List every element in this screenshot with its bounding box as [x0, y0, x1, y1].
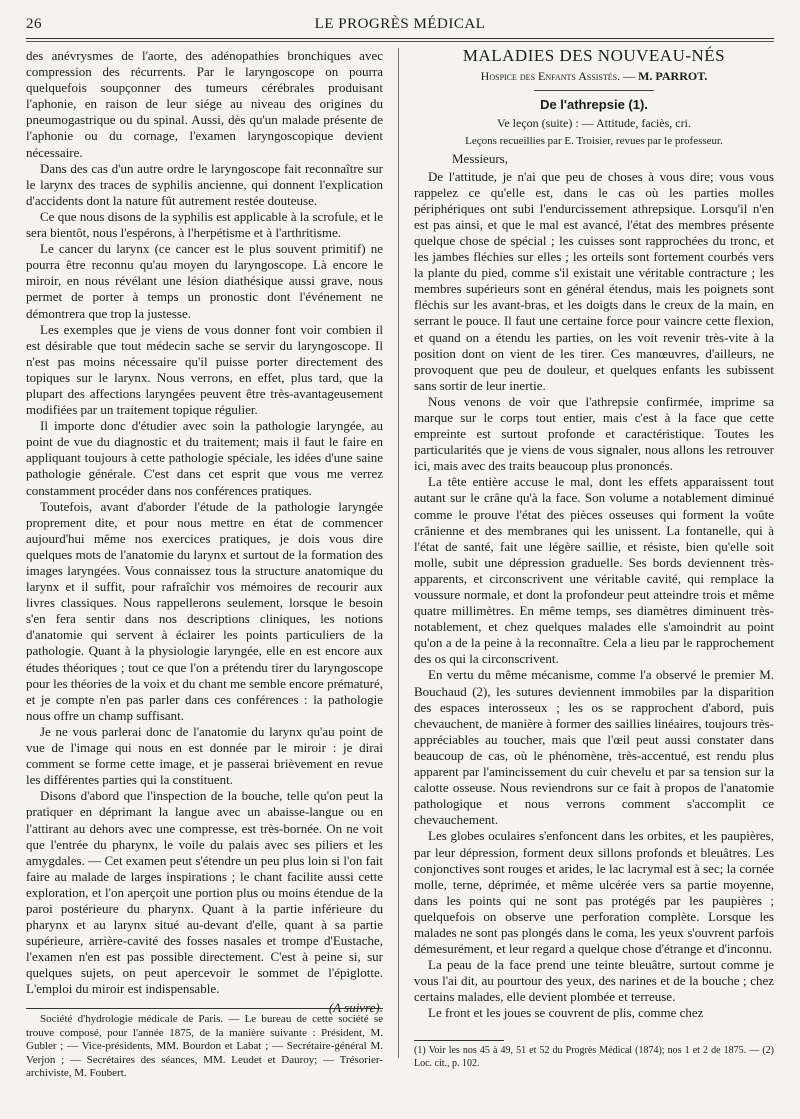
- paragraph: Les exemples que je viens de vous donner font voir combien il est désirable que tout médecin sache se servir du laryngoscope. Il n'est pas moins nécessaire qu'il puisse porter directement des topiques sur le larynx. Nous verrons, en effet, plus tard, que la plupart des affections laryngées peuvent être très-avantageusement modifiées par un traitement topique régulier.: [26, 321, 383, 418]
- paragraph: La tête entière accuse le mal, dont les effets apparaissent tout autant sur le crâne qu'à la face. Son volume a notablement diminué comme le prouve l'état des pièces osseuses qui forment la voûte crânienne et des membranes qui les unissent. La fontanelle, qui à l'état de santé, fait une légère saillie, et résiste, bien qu'elle soit molle, subit une dépression graduelle. Ses bords deviennent très-apparents, et circonscrivent une véritable cavité, qui remplace la voussure normale, et dont la profondeur peut atteindre trois et même quatre millimètres. En même temps, ses diamètres diminuent très-notablement, et chez quelques malades elle s'amoindrit au point qu'on a de la peine à la reconnaître. Cela a lieu par le rapprochement des os qui la circonscrivent.: [414, 474, 774, 667]
- section-title: MALADIES DES NOUVEAU-NÉS: [462, 46, 726, 65]
- institution: Hospice des Enfants Assistés. —: [480, 69, 636, 84]
- paragraph: Nous venons de voir que l'athrepsie confirmée, imprime sa marque sur le corps tout entier, mais c'est à la face que cette empreinte est surtout profonde et caractéristique. Toutes les particularités que je viens de vous signaler, nous allons les retrouver ici, mais avec des traits beaucoup plus prononcés.: [414, 393, 774, 474]
- author: M. PARROT.: [638, 69, 708, 84]
- right-column: [414, 46, 774, 1021]
- paragraph: De l'attitude, je n'ai que peu de choses à vous dire; vous vous rappelez ce qu'elle est, dans le cas où les parties molles périphériques ont subi l'endurcissement athrepsique. Lorsqu'il n'en est pas ainsi, et que le mal est avancé, l'état des membres présente quelque chose de spécial ; les cuisses sont rapprochées du tronc, et les jambes fléchies sur elles ; les orteils sont fortement courbés vers la plante du pied, comme s'il existait une véritable contracture ; les membres supérieurs sont en général étendus, mais les poignets sont fléchis sur les avant-bras, et les doigts dans le creux de la main, en serrant le pouce. Il faut une certaine force pour vaincre cette flexion, et quand on a étendu les parties, on les voit revenir très-vite à la position dont on vient de les tirer. Ces manœuvres, d'ailleurs, ne provoquent que peu de douleur, et quelques enfants les subissent sans sortir de leur inertie.: [414, 168, 774, 393]
- left-footnote: [26, 1003, 383, 1081]
- right-footnote: [414, 1040, 774, 1070]
- society-notice: Société d'hydrologie médicale de Paris. — Le bureau de cette société se trouve composé, pour l'année 1875, de la manière suivante : Président, M. Gubler ; — Vice-présidents, MM. Bourdon et Labat ; — Secrétaire-général M. Verjon ; — Secrétaires des séances, MM. Leudet et Dauroy; — Trésorier-archiviste, M. Foubert.: [26, 1013, 383, 1079]
- paragraph: des anévrysmes de l'aorte, des adénopathies bronchiques avec compression des récurrents. Par le laryngoscope on pourra quelquefois soupçonner des tumeurs cérébrales produisant l'aphonie, en raison de leur siége au niveau des origines du pneumogastrique ou du spinal. Aussi, dès qu'un malade présente de l'aphonie ou du cornage, l'examen laryngoscopique devient nécessaire.: [26, 48, 383, 160]
- paragraph: La peau de la face prend une teinte bleuâtre, surtout comme je vous l'ai dit, au pourtour des yeux, des narines et de la bouche ; chez certains malades, elle devient plombée et terreuse.: [414, 957, 774, 1005]
- paragraph: Dans des cas d'un autre ordre le laryngoscope fait reconnaître sur le larynx des traces de syphilis ancienne, qui donnent l'explication d'accidents dont la nature fût autrement restée douteuse.: [26, 160, 383, 208]
- footnote-text: (1) Voir les nos 45 à 49, 51 et 52 du Progrès Médical (1874); nos 1 et 2 de 1875. — (2) Loc. cit., p. 102.: [414, 1045, 774, 1069]
- footnote-rule: [26, 1008, 383, 1009]
- lesson-credit: Leçons recueillies par E. Troisier, revues par le professeur.: [465, 135, 723, 148]
- paragraph: Disons d'abord que l'inspection de la bouche, telle qu'on peut la pratiquer en déprimant la langue avec un abaisse-langue ou en l'attirant au dehors avec une compresse, est très-bornée. On ne voit que l'entrée du pharynx, le voile du palais avec ses piliers et les amygdales. — Cet examen peut s'étendre un peu plus loin si l'on fait faire au malade de larges inspirations ; le chant facilite aussi cette exploration, et l'on aperçoit une portion plus ou moins étendue de la paroi postérieure du pharynx. Quant à la partie inférieure du pharynx et au larynx situé au-devant d'elle, quant à sa partie supérieure, arrière-cavité des fosses nasales et trompe d'Eustache, l'examen n'en est pas possible directement. C'est à peine si, sur quelques sujets, on peut apercevoir le sommet de l'épiglotte. L'emploi du miroir est indispensable.: [26, 788, 383, 997]
- section-rule: [534, 90, 654, 91]
- running-head: [26, 14, 774, 36]
- paragraph: Le cancer du larynx (ce cancer est le plus souvent primitif) ne pourra être reconnu qu'au moyen du laryngoscope. Là encore le miroir, en nous révélant une lésion diathésique aussi grave, nous permet de porter à temps un pronostic dont l'événement ne démontrera que trop la justesse.: [26, 241, 383, 321]
- left-column: [26, 48, 384, 1015]
- to-be-continued: (A suivre).: [328, 999, 383, 1015]
- header-rule: [26, 38, 774, 39]
- section-subtitle: [414, 68, 774, 84]
- paragraph: Les globes oculaires s'enfoncent dans les orbites, et les paupières, par leur dépression, forment deux sillons profonds et bleuâtres. Les conjonctives sont rouges et arides, le lac lacrymal est à sec; la cornée molle, terne, déprimée, et même ulcérée vers sa partie moyenne, dans les points qui ne sont pas protégés par les paupières ; quelquefois on observe une perforation complète. Lorsque les malades ne sont pas plongés dans le coma, les yeux s'ouvrent parfois démesurément, et leur regard a quelque chose d'étrange et d'inconnu.: [414, 828, 774, 957]
- footnote-rule: [414, 1040, 504, 1041]
- journal-title: LE PROGRÈS MÉDICAL: [314, 16, 486, 32]
- paragraph: Je ne vous parlerai donc de l'anatomie du larynx qu'au point de vue de l'image qui nous en est donnée par le miroir : je dirai comment se forme cette image, et je passerai brièvement en revue les différentes parties qui la constituent.: [26, 723, 383, 788]
- paragraph: Il importe donc d'étudier avec soin la pathologie laryngée, au point de vue du diagnostic et du traitement; mais il faut le faire en appliquant toujours à cette pathologie spéciale, les idées d'une saine pathologie générale. C'est dans cet esprit que vous me verrez constamment procéder dans nos conférences pratiques.: [26, 418, 383, 498]
- lesson-subtitle: Ve leçon (suite) : — Attitude, faciès, cri.: [497, 116, 691, 131]
- column-divider: [398, 48, 399, 1058]
- lesson-title: De l'athrepsie (1).: [540, 97, 648, 113]
- page-number: 26: [26, 16, 42, 32]
- paragraph: Ce que nous disons de la syphilis est applicable à la scrofule, et le sera bientôt, nous l'espérons, à l'herpétisme et à l'arthritisme.: [26, 208, 383, 241]
- header-rule-double: [26, 41, 774, 42]
- salutation: Messieurs,: [452, 151, 508, 167]
- paragraph: En vertu du même mécanisme, comme l'a observé le premier M. Bouchaud (2), les sutures deviennent immobiles par la disparition des espaces interosseux ; les os se rapprochent d'abord, puis chevauchent, de manière à former des saillies linéaires, toujours très-appréciables au toucher, mais que l'œil peut aussi constater dans beaucoup de cas, où le phénomène, très-accentué, est rendu plus apparent par l'amincissement du cuir chevelu et par sa tension sur la calotte osseuse. Nous reviendrons sur ce fait à propos de l'anatomie pathologique et nous verrons comment s'accomplit ce chevauchement.: [414, 667, 774, 828]
- paragraph: Le front et les joues se couvrent de plis, comme chez: [428, 1005, 704, 1021]
- paragraph: Toutefois, avant d'aborder l'étude de la pathologie laryngée proprement dite, et pour nous mettre en état de commencer aujourd'hui même nos exercices pratiques, je dois vous dire quelques mots de l'anatomie du larynx et surtout de la formation des images laryngées. Vous connaissez tous la structure anatomique du larynx et il suffit, pour rafraîchir vos mémoires de recourir aux livres classiques. Nous rappellerons seulement, lorsque le besoin s'en fera sentir dans nos descriptions cliniques, les notions d'anatomie qui servent à éclairer les points particuliers de la pathologie. Quant à la physiologie laryngée, elle en est encore aux études théoriques ; tout ce que l'on a prétendu tirer du laryngoscope pour les théories de la voix et du chant me semble encore prématuré, et je compte n'en pas parler dans ces conférences : la pathologie nous offre un champ suffisant.: [26, 498, 384, 723]
